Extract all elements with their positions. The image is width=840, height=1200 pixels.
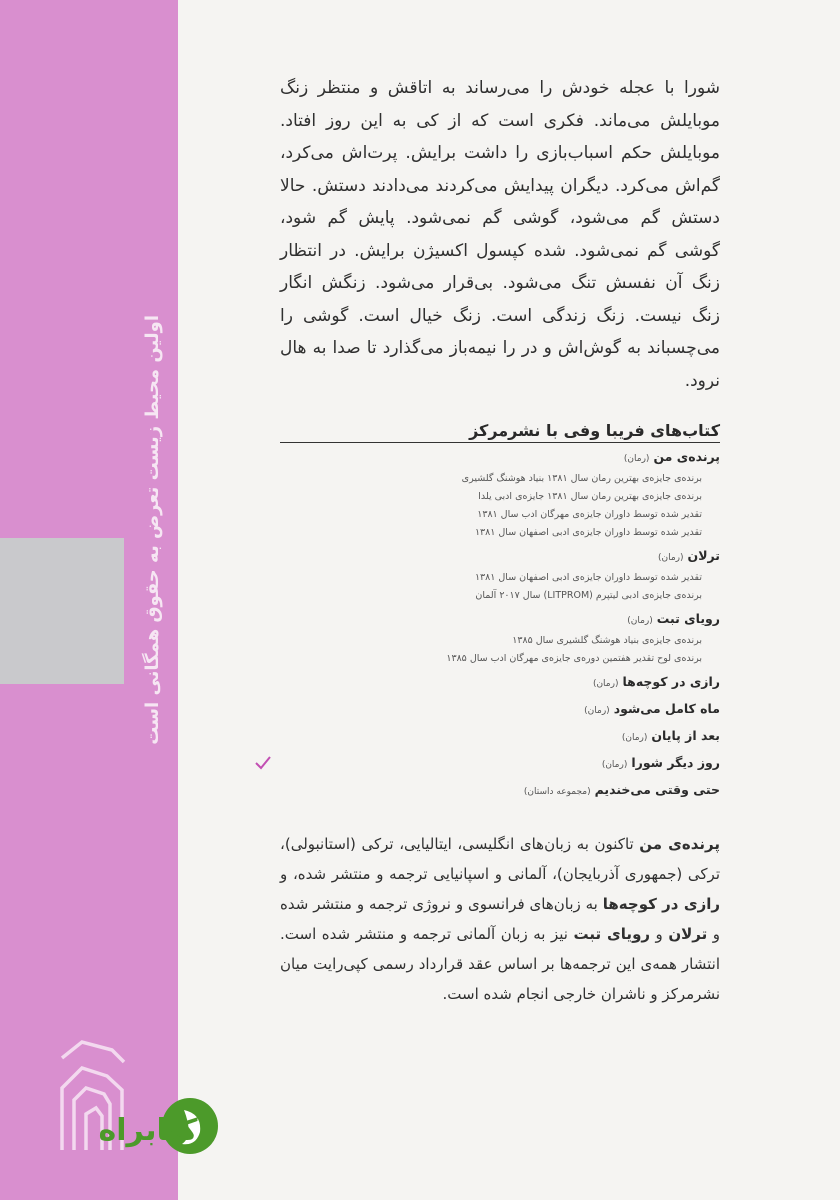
- book-genre: (رمان): [584, 706, 610, 716]
- book-title-row: [280, 725, 720, 749]
- spine-gray-block: [0, 538, 124, 684]
- book-genre: (رمان): [601, 760, 628, 770]
- book-title: ترلان: [687, 548, 720, 563]
- book-title-row: [280, 698, 720, 722]
- translations-text: و: [650, 925, 669, 943]
- spine-slogan: [130, 250, 174, 810]
- book-title-row: [280, 608, 720, 632]
- translations-paragraph: [280, 829, 720, 1009]
- book-genre: (رمان): [627, 616, 653, 626]
- book-genre: (رمان): [623, 454, 650, 464]
- translated-book-title: ترلان: [668, 925, 708, 943]
- translated-book-title: پرنده‌ی من: [639, 835, 720, 853]
- checkmark-icon: [254, 754, 272, 772]
- book-title-row: [280, 446, 720, 470]
- book-title: حتی وقتی می‌خندیم: [594, 782, 720, 797]
- ketabrah-watermark: [38, 1092, 218, 1162]
- book-award: برنده‌ی جایزه‌ی بنیاد هوشنگ گلشیری سال ۱۳۸۵: [512, 635, 702, 646]
- book-back-cover-text: [280, 72, 720, 1024]
- book-entry: [280, 545, 720, 605]
- book-award: تقدیر شده توسط داوران جایزه‌ی ادبی اصفهان سال ۱۳۸۱: [474, 527, 702, 538]
- book-list: [280, 446, 720, 803]
- translations-text: تاکنون به زبان‌های انگلیسی، ایتالیایی، ترکی (استانبولی)، ترکی (جمهوری آذربایجان)، آلمانی و اسپانیایی ترجمه و منتشر شده، و: [280, 835, 720, 883]
- books-section-title: کتاب‌های فریبا وفی با نشرمرکز: [280, 421, 720, 443]
- book-entry: [280, 608, 720, 668]
- book-award: برنده‌ی جایزه‌ی بهترین رمان سال ۱۳۸۱ بنیاد هوشنگ گلشیری: [461, 473, 702, 484]
- book-entry: [280, 725, 720, 749]
- book-genre: (رمان): [658, 553, 684, 563]
- book-title: بعد از پایان: [651, 728, 720, 743]
- book-award: برنده‌ی لوح تقدیر هفتمین دوره‌ی جایزه‌ی مهرگان ادب سال ۱۳۸۵: [446, 653, 702, 664]
- book-genre: (رمان): [592, 679, 619, 689]
- book-title: رازی در کوچه‌ها: [622, 674, 720, 689]
- translated-book-title: رویای تبت: [573, 925, 651, 943]
- book-genre: (رمان): [621, 733, 648, 743]
- book-title: ماه کامل می‌شود: [613, 701, 720, 716]
- book-title: رویای تبت: [656, 611, 720, 626]
- book-entry: [280, 446, 720, 542]
- book-entry: [280, 752, 720, 776]
- book-entry: [280, 671, 720, 695]
- book-award: برنده‌ی جایزه‌ی ادبی لیتپرم (LITPROM) سال ۲۰۱۷ آلمان: [475, 590, 702, 601]
- translated-book-title: رازی در کوچه‌ها: [602, 895, 720, 913]
- book-title-row: [280, 671, 720, 695]
- book-award: برنده‌ی جایزه‌ی بهترین رمان سال ۱۳۸۱ جایزه‌ی ادبی یلدا: [478, 491, 702, 502]
- book-title-row: [280, 752, 720, 776]
- book-award: تقدیر شده توسط داوران جایزه‌ی مهرگان ادب سال ۱۳۸۱: [477, 509, 702, 520]
- spine-slogan-text: اولین محیط زیست تعرض به حقوق همگانی است: [141, 315, 163, 745]
- book-title: روز دیگر شورا: [631, 755, 720, 770]
- book-entry: [280, 698, 720, 722]
- body-paragraph: شورا با عجله خودش را می‌رساند به اتاقش و منتظر زنگ موبایلش می‌ماند. فکری است که از کی به این روز افتاد. موبایلش حکم اسباب‌بازی را داشت برایش. پرت‌اش می‌کرد، گم‌اش می‌کرد. دیگران پیدایش می‌کردند می‌دادند دستش. حالا دستش گم می‌شود، گوشی گم نمی‌شود. پایش گم شود، گوشی گم نمی‌شود. شده کپسول اکسیژن برایش. در انتظار زنگ آن نفسش تنگ می‌شود. بی‌قرار می‌شود. زنگش انگار زنگ نیست. زنگ زندگی است. زنگ خیال است. گوشی را می‌چسباند به گوش‌اش و در را نیمه‌باز می‌گذارد تا صدا به هال نرود.: [280, 78, 720, 391]
- book-entry: [280, 779, 720, 803]
- book-title: پرنده‌ی من: [653, 449, 720, 464]
- book-title-row: [280, 779, 720, 803]
- book-title-row: [280, 545, 720, 569]
- translations-text: نیز به زبان آلمانی ترجمه و منتشر شده است. انتشار همه‌ی این ترجمه‌ها بر اساس عقد قرارداد رسمی کپی‌رایت میان نشرمرکز و ناشران خارجی انجام شده است.: [280, 925, 720, 1003]
- translations-text: به زبان‌های فرانسوی و نروژی ترجمه و منتشر شده و: [280, 895, 721, 943]
- watermark-text: کتابراه: [98, 1113, 198, 1148]
- book-genre: (مجموعه داستان): [523, 787, 591, 797]
- book-award: تقدیر شده توسط داوران جایزه‌ی ادبی اصفهان سال ۱۳۸۱: [474, 572, 702, 583]
